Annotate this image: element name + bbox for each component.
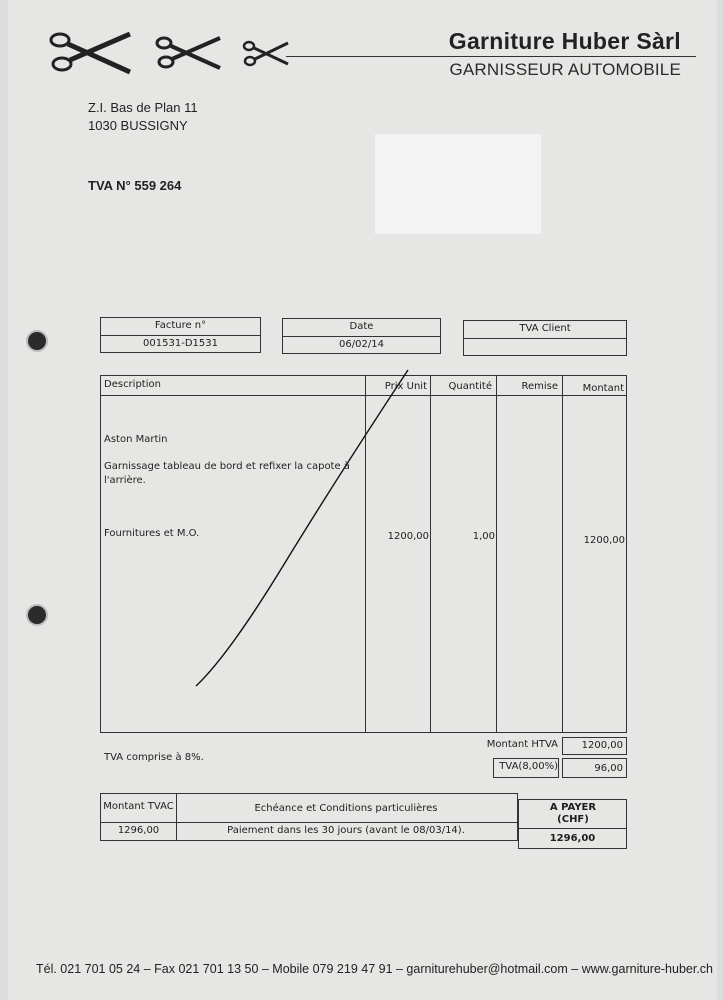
item-title: Aston Martin (104, 434, 168, 445)
amount-due-label: A PAYER (CHF) (549, 802, 597, 825)
vat-included-note: TVA comprise à 8%. (104, 752, 204, 763)
punch-hole (28, 606, 46, 624)
company-subtitle: GARNISSEUR AUTOMOBILE (449, 60, 681, 79)
logo-rule (286, 56, 696, 57)
date-value: 06/02/14 (339, 339, 384, 350)
address-line-1: Z.I. Bas de Plan 11 (88, 100, 198, 115)
client-vat-box (463, 320, 627, 356)
scissors-logo-icon (44, 26, 294, 82)
amount-due-box (518, 799, 627, 849)
col-header-description: Description (104, 379, 161, 390)
htva-label: Montant HTVA (486, 739, 558, 750)
invoice-number-label: Facture n° (154, 320, 207, 331)
conditions-label: Echéance et Conditions particulières (254, 803, 438, 814)
line-unit-price: 1200,00 (387, 531, 429, 542)
amount-due-value: 1296,00 (549, 833, 596, 844)
line-amount: 1200,00 (583, 535, 625, 546)
tva-label-box (493, 758, 559, 778)
col-header-unit-price: Prix Unit (384, 381, 427, 392)
col-header-quantity: Quantité (448, 381, 492, 392)
date-label: Date (349, 321, 374, 332)
company-name: Garniture Huber Sàrl (448, 28, 681, 54)
invoice-number-value: 001531-D1531 (143, 338, 218, 349)
line-description: Fournitures et M.O. (104, 528, 200, 539)
tva-label: TVA(8,00%) (499, 761, 558, 772)
invoice-number-box (100, 317, 261, 353)
summary-table (100, 793, 518, 841)
date-box (282, 318, 441, 354)
footer-contact: Tél. 021 701 05 24 – Fax 021 701 13 50 – Mobile 079 219 47 91 – garniturehuber@hotmail.com – www.garniture-huber.ch (36, 962, 714, 976)
item-description: Garnissage tableau de bord et refixer la capote à l'arrière. (104, 461, 350, 486)
address-line-2: 1030 BUSSIGNY (88, 118, 188, 133)
htva-value-box (562, 737, 627, 755)
client-vat-label: TVA Client (519, 323, 571, 334)
htva-value: 1200,00 (581, 740, 623, 751)
pen-stroke-mark (188, 366, 418, 692)
tva-value-box (562, 758, 627, 778)
col-header-amount: Montant (582, 383, 624, 394)
vat-number: TVA N° 559 264 (88, 178, 182, 193)
redacted-address-block (375, 134, 541, 234)
tva-value: 96,00 (594, 763, 623, 774)
punch-hole (28, 332, 46, 350)
conditions-value: Paiement dans les 30 jours (avant le 08/03/14). (227, 825, 465, 836)
tvac-value: 1296,00 (117, 825, 160, 836)
tvac-label: Montant TVAC (103, 801, 174, 812)
invoice-page (8, 0, 717, 1000)
line-quantity: 1,00 (472, 531, 495, 542)
col-header-discount: Remise (521, 381, 558, 392)
